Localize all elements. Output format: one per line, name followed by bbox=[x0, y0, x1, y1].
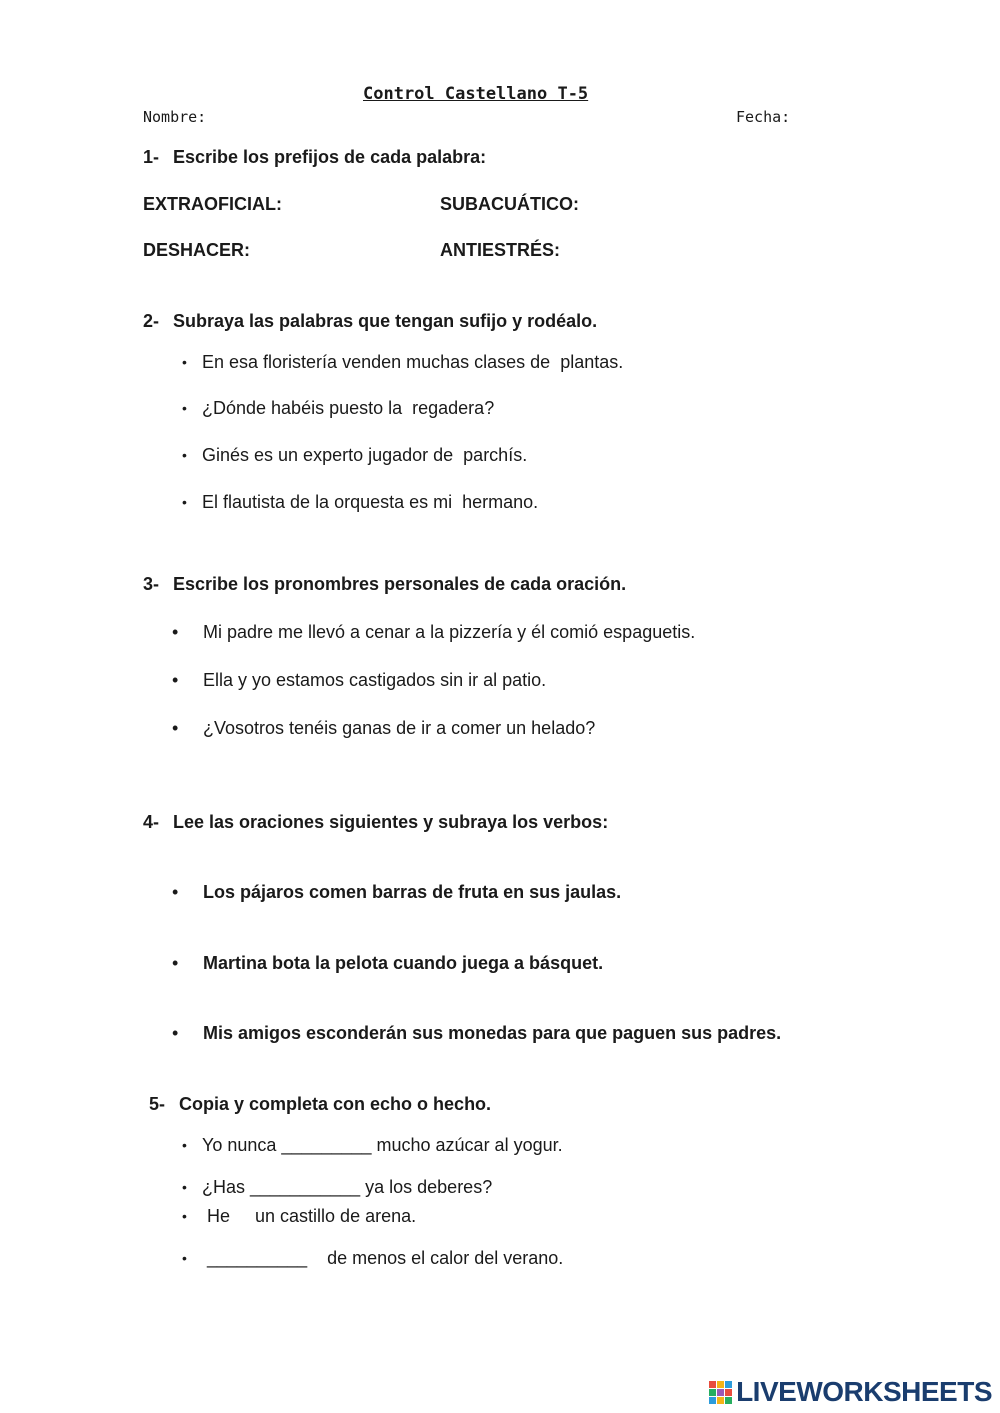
page-title: Control Castellano T-5 bbox=[363, 84, 589, 104]
word-deshacer: DESHACER: bbox=[143, 240, 251, 260]
date-label: Fecha: bbox=[736, 108, 791, 126]
logo-text: LIVEWORKSHEETS bbox=[736, 1376, 992, 1407]
bullet-icon: • bbox=[182, 447, 187, 463]
question-prompt: Escribe los prefijos de cada palabra: bbox=[173, 147, 487, 167]
list-item-text: El flautista de la orquesta es mi hermano. bbox=[202, 492, 539, 512]
bullet-icon: • bbox=[172, 1023, 179, 1043]
bullet-icon: • bbox=[172, 670, 179, 690]
bullet-icon: • bbox=[182, 1250, 187, 1266]
bullet-icon: • bbox=[182, 1137, 187, 1153]
list-item-text: He un castillo de arena. bbox=[202, 1206, 417, 1226]
question-prompt: Subraya las palabras que tengan sufijo y rodéalo. bbox=[173, 311, 598, 331]
question-prompt: Copia y completa con echo o hecho. bbox=[179, 1094, 492, 1114]
list-item-text: En esa floristería venden muchas clases de plantas. bbox=[202, 352, 624, 372]
list-item-text: ¿Has ___________ ya los deberes? bbox=[202, 1177, 493, 1197]
word-subacuatico: SUBACUÁTICO: bbox=[440, 194, 579, 214]
bullet-icon: • bbox=[172, 718, 179, 738]
list-item-text: ¿Dónde habéis puesto la regadera? bbox=[202, 398, 495, 418]
list-item-text: Ella y yo estamos castigados sin ir al patio. bbox=[203, 670, 547, 690]
question-number: 4- bbox=[143, 812, 160, 832]
bullet-icon: • bbox=[182, 494, 187, 510]
list-item-text: Martina bota la pelota cuando juega a básquet. bbox=[203, 953, 604, 973]
question-1 bbox=[143, 147, 486, 168]
question-number: 2- bbox=[143, 311, 160, 331]
liveworksheets-logo[interactable] bbox=[709, 1376, 992, 1408]
question-5 bbox=[149, 1094, 491, 1115]
logo-grid-icon bbox=[709, 1381, 732, 1404]
list-item-text: Yo nunca _________ mucho azúcar al yogur. bbox=[202, 1135, 563, 1155]
bullet-icon: • bbox=[172, 953, 179, 973]
word-extraoficial: EXTRAOFICIAL: bbox=[143, 194, 282, 214]
question-2 bbox=[143, 311, 597, 332]
bullet-icon: • bbox=[182, 354, 187, 370]
question-number: 1- bbox=[143, 147, 160, 167]
bullet-icon: • bbox=[182, 1208, 187, 1224]
bullet-icon: • bbox=[182, 400, 187, 416]
bullet-icon: • bbox=[172, 882, 179, 902]
list-item-text: Ginés es un experto jugador de parchís. bbox=[202, 445, 528, 465]
question-prompt: Escribe los pronombres personales de cada oración. bbox=[173, 574, 627, 594]
list-item-text: Mis amigos esconderán sus monedas para que paguen sus padres. bbox=[203, 1023, 782, 1043]
list-item-text: Los pájaros comen barras de fruta en sus jaulas. bbox=[203, 882, 622, 902]
bullet-icon: • bbox=[182, 1179, 187, 1195]
list-item-text: __________ de menos el calor del verano. bbox=[202, 1248, 564, 1268]
word-antiestres: ANTIESTRÉS: bbox=[440, 240, 561, 260]
question-number: 5- bbox=[149, 1094, 166, 1114]
list-item-text: ¿Vosotros tenéis ganas de ir a comer un helado? bbox=[203, 718, 596, 738]
bullet-icon: • bbox=[172, 622, 179, 642]
question-prompt: Lee las oraciones siguientes y subraya los verbos: bbox=[173, 812, 609, 832]
question-number: 3- bbox=[143, 574, 160, 594]
question-4 bbox=[143, 812, 608, 833]
list-item-text: Mi padre me llevó a cenar a la pizzería y él comió espaguetis. bbox=[203, 622, 696, 642]
question-3 bbox=[143, 574, 626, 595]
name-label: Nombre: bbox=[143, 108, 207, 126]
